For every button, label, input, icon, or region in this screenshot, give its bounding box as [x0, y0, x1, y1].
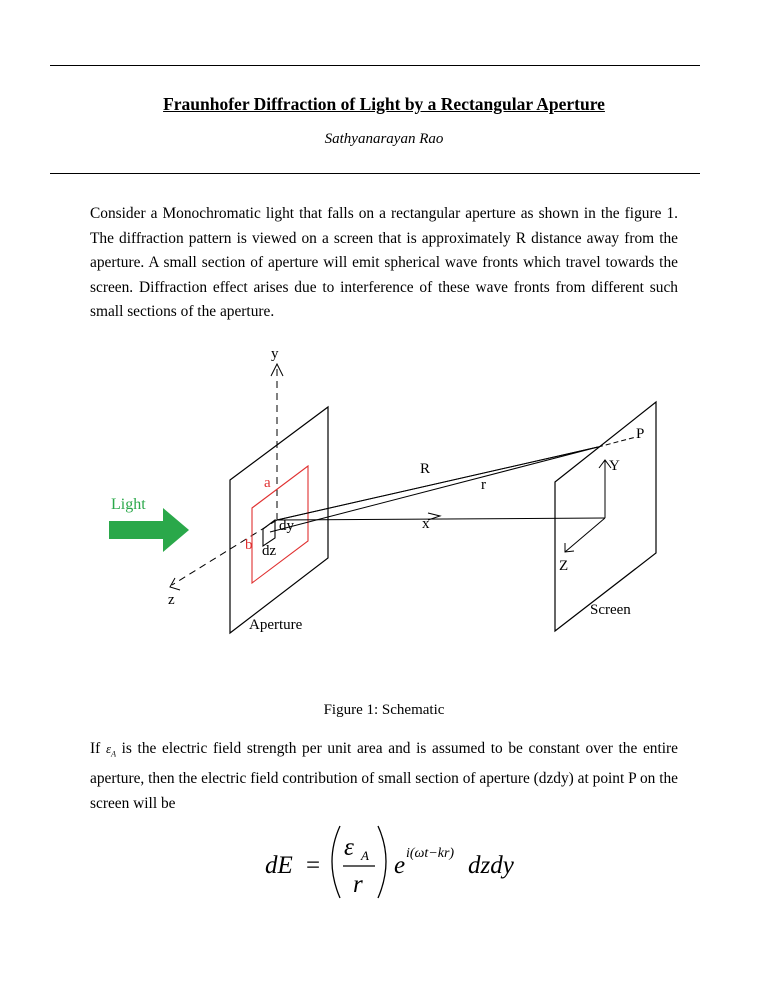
screen-z-axis — [565, 518, 605, 552]
body-paragraph-2 — [90, 737, 678, 816]
eq-tail: dzdy — [468, 852, 514, 879]
epsilon-symbol: $\varepsilon_A$ — [105, 741, 116, 759]
equation — [0, 824, 768, 924]
label-screen: Screen — [590, 602, 631, 618]
ray-r — [277, 447, 598, 520]
label-R: R — [420, 461, 431, 477]
label-Y: Y — [609, 458, 620, 474]
label-r: r — [481, 477, 486, 493]
eq-paren-right — [378, 826, 386, 898]
eq-base: e — [394, 852, 406, 879]
eq-lhs: dE — [265, 852, 293, 879]
label-Z: Z — [559, 558, 569, 574]
eq-equals: = — [306, 852, 321, 879]
label-x: x — [422, 516, 430, 532]
z-axis-arrowhead — [170, 578, 180, 590]
label-z: z — [168, 592, 175, 608]
paper-title: Fraunhofer Diffraction of Light by a Rectangular Aperture — [163, 94, 605, 114]
body2-text: is the electric field strength per unit area and is assumed to be constant over the entire aperture, then the electric field contribution of small section of aperture (dzdy) at point P on the screen will be — [90, 740, 678, 812]
label-light: Light — [111, 496, 146, 513]
label-b: b — [245, 537, 253, 553]
label-dy: dy — [279, 518, 294, 534]
label-a: a — [264, 475, 271, 491]
body2-prefix: If — [90, 740, 101, 757]
paper-author: Sathyanarayan Rao — [324, 131, 444, 147]
eq-num-sub: A — [361, 848, 369, 863]
label-aperture: Aperture — [249, 617, 303, 633]
figure-caption: Figure 1: Schematic — [323, 702, 445, 718]
label-y: y — [271, 346, 279, 362]
eq-den: r — [353, 871, 363, 898]
label-dz: dz — [262, 543, 277, 559]
x-axis-line — [277, 518, 605, 520]
intro-paragraph: Consider a Monochromatic light that falls on a rectangular aperture as shown in the figure 1. The diffraction pattern is viewed on a screen that is approximately R distance away from the aperture. A small section of aperture will emit spherical wave fronts which travel towards the screen. Diffraction effect arises due to interference of these wave fronts from different such small sections of the aperture. — [90, 205, 678, 320]
eq-exponent: i(ωt−kr) — [406, 846, 455, 861]
eq-num: ε — [344, 834, 354, 861]
screen-p-dashed — [598, 437, 636, 447]
label-P: P — [636, 426, 645, 442]
light-arrow — [109, 508, 189, 552]
eq-paren-left — [332, 826, 340, 898]
